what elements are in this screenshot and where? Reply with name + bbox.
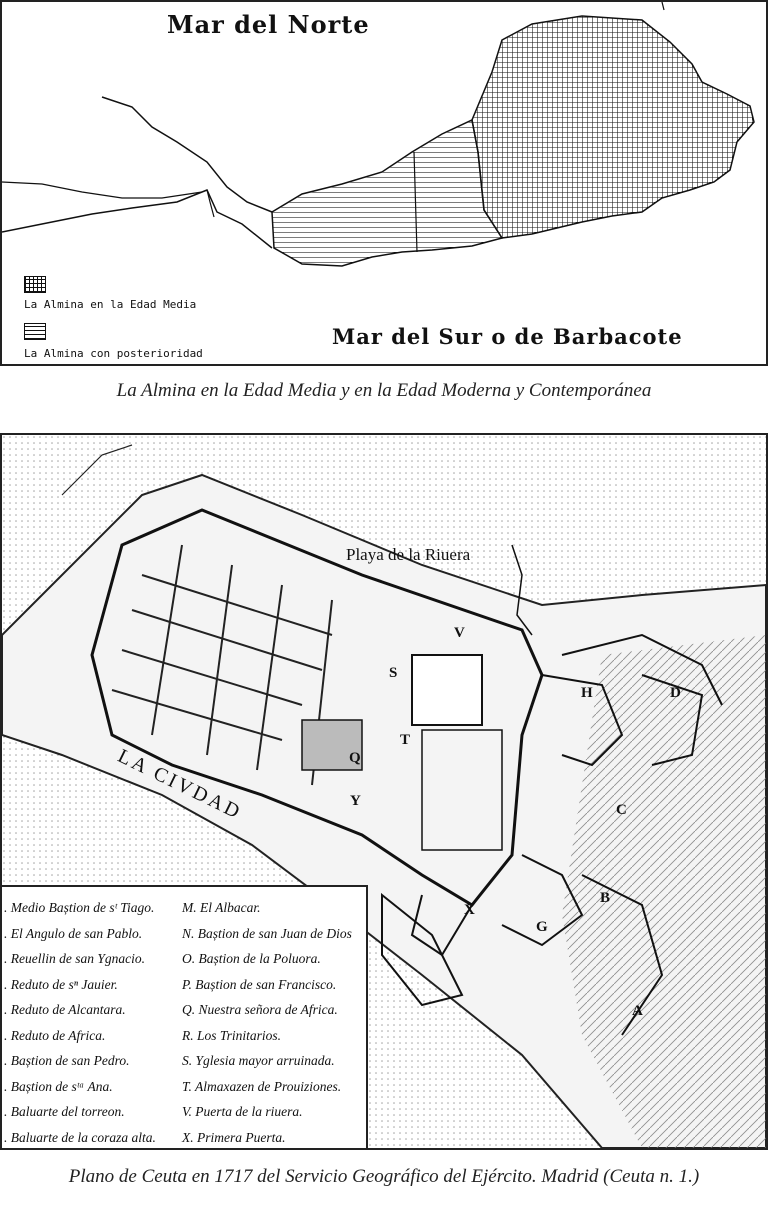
key-right-column (182, 895, 352, 1150)
key-item: X. Primera Puerta. (182, 1129, 286, 1145)
key-item: N. Baștion de san Juan de Dios (182, 925, 352, 941)
map-marker-a: A (632, 1003, 643, 1019)
key-item: . Reduto de sⁿ Jauier. (4, 976, 118, 992)
map-marker-x: X (464, 902, 475, 918)
plan-key-box (2, 885, 368, 1149)
map-marker-d: D (670, 685, 681, 701)
map-marker-h: H (581, 685, 593, 701)
key-item: V. Puerta de la riuera. (182, 1104, 303, 1119)
legend-medieval-label: La Almina en la Edad Media (24, 298, 197, 311)
key-item: . El Angulo de san Pablo. (4, 925, 143, 941)
legend-later-label: La Almina con posterioridad (24, 347, 203, 360)
key-item: . Reuellin de san Ygnacio. (4, 951, 145, 966)
almina-map-caption: La Almina en la Edad Media y en la Edad Moderna y Contemporánea (116, 380, 652, 401)
map-marker-c: C (616, 802, 627, 818)
key-item: T. Almaxazen de Prouiziones. (182, 1078, 342, 1094)
ceuta-plan-caption: Plano de Ceuta en 1717 del Servicio Geográfico del Ejército. Madrid (Ceuta n. 1.) (68, 1166, 700, 1187)
key-item: Q. Nuestra señora de Africa. (182, 1002, 338, 1017)
key-item: . Reduto de Alcantara. (4, 1002, 126, 1017)
medieval-almina-area (472, 16, 754, 238)
key-item: R. Los Trinitarios. (182, 1027, 282, 1043)
south-coastline (2, 190, 272, 248)
north-sea-label: Mar del Norte (167, 10, 370, 39)
playa-riuera-label: Playa de la Riuera (346, 545, 471, 564)
map-marker-q: Q (349, 750, 361, 766)
key-item: M. El Albacar. (182, 900, 261, 915)
key-item: O. Baștion de la Poluora. (182, 951, 321, 966)
key-item: . Baluarte del torreon. (4, 1104, 125, 1119)
key-item: P. Baștion de san Francisco. (182, 976, 337, 992)
key-item: . Reduto de Africa. (4, 1027, 106, 1043)
la-ciudad-label: LA CIVDAD (114, 745, 246, 825)
grid-swatch-icon (24, 276, 46, 293)
hatch-swatch-icon (24, 323, 46, 340)
map-marker-y: Y (350, 793, 361, 809)
almina-map (0, 0, 768, 366)
later-almina-area (272, 120, 502, 266)
key-item: . Baluarte de la coraza alta. (4, 1129, 156, 1145)
key-item: . Baștion de san Pedro. (4, 1053, 130, 1068)
key-item: S. Yglesia mayor arruinada. (182, 1053, 335, 1068)
ceuta-plan (0, 433, 768, 1150)
key-item: . Baștion de sᵗᵃ Ana. (4, 1078, 113, 1094)
map-marker-v: V (454, 625, 465, 641)
map-marker-g: G (536, 919, 548, 935)
key-left-column (4, 895, 156, 1150)
map-marker-t: T (400, 732, 411, 748)
map-marker-b: B (600, 890, 611, 906)
south-sea-label: Mar del Sur o de Barbacote (332, 324, 683, 349)
key-item: . Medio Baștion de sᵗ Tiago. (4, 900, 155, 915)
map-marker-s: S (389, 665, 398, 681)
